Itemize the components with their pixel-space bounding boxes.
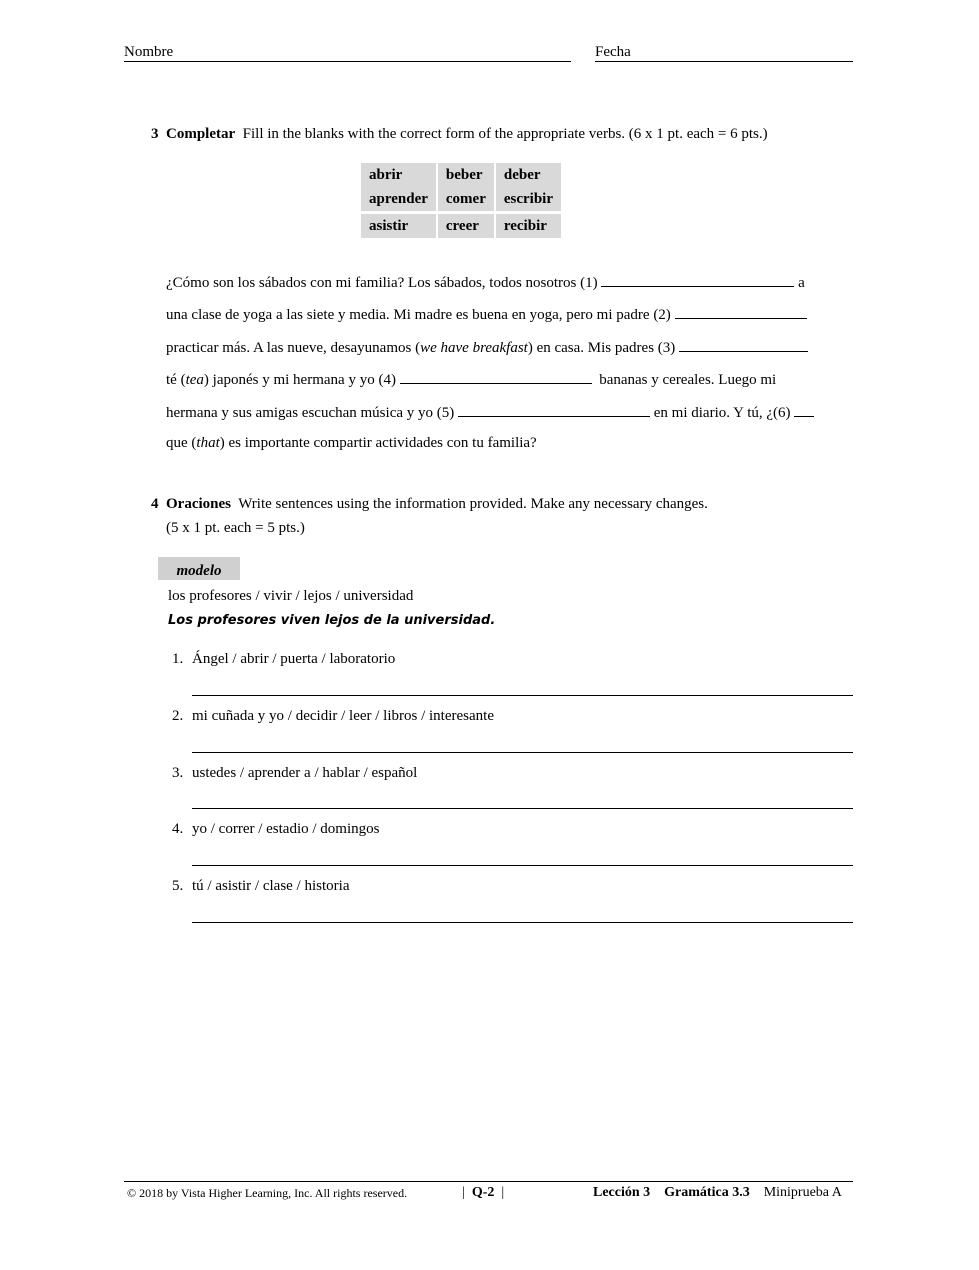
ex4-heading (151, 496, 708, 513)
name-field[interactable] (124, 44, 571, 62)
verb-cell: asistir (361, 213, 437, 239)
ex3-title: Completar (166, 126, 236, 142)
paragraph-text: ¿Cómo son los sábados con mi familia? Los sábados, todos nosotros (1) (166, 275, 598, 291)
blank-4[interactable] (400, 371, 592, 384)
footer-quiz: Miniprueba A (763, 1185, 842, 1200)
item-prompt: tú / asistir / clase / historia (192, 878, 350, 894)
paragraph-text: una clase de yoga a las siete y media. Mi madre es buena en yoga, pero mi padre (2) (166, 307, 671, 323)
paragraph-line-1 (166, 274, 856, 291)
model-answer: Los profesores viven lejos de la universidad. (168, 613, 496, 628)
blank-6[interactable] (794, 404, 814, 417)
model-label: modelo (158, 557, 240, 580)
date-label: Fecha (595, 44, 853, 62)
paragraph-text: té ( (166, 372, 186, 388)
ex3-heading (151, 126, 768, 143)
ex4-points: (5 x 1 pt. each = 5 pts.) (166, 520, 305, 536)
name-label: Nombre (124, 44, 571, 62)
blank-3[interactable] (679, 339, 808, 352)
paragraph-italic: tea (185, 372, 204, 388)
blank-5[interactable] (458, 404, 650, 417)
ex4-title: Oraciones (166, 496, 231, 512)
verb-cell: abrir (361, 163, 437, 187)
paragraph-line-3 (166, 339, 856, 356)
footer-page: | Q-2 | (462, 1185, 505, 1200)
item-number: 5. (172, 878, 184, 894)
paragraph-text: en mi diario. Y tú, ¿(6) (653, 405, 791, 421)
item-prompt: yo / correr / estadio / domingos (192, 821, 380, 837)
paragraph-text: bananas y cereales. Luego mi (599, 372, 777, 388)
footer-rule (124, 1181, 853, 1182)
footer-grammar: Gramática 3.3 (664, 1185, 750, 1200)
item-number: 4. (172, 821, 184, 837)
verb-cell: escribir (503, 190, 554, 207)
ex4-number: 4 (151, 496, 159, 512)
verb-cell: aprender (361, 187, 437, 213)
paragraph-line-5 (166, 404, 856, 421)
paragraph-text: practicar más. A las nueve, desayunamos ( (166, 340, 421, 356)
verb-bank (361, 163, 561, 238)
blank-2[interactable] (675, 306, 807, 319)
verb-cell: comer (437, 187, 495, 213)
paragraph-line-6 (166, 436, 856, 451)
ex4-instructions: Write sentences using the information provided. Make any necessary changes. (238, 496, 708, 512)
verb-cell: creer (437, 213, 495, 239)
verb-cell: recibir (495, 213, 561, 239)
answer-line-1[interactable] (192, 695, 853, 696)
ex3-instructions: Fill in the blanks with the correct form of the appropriate verbs. (6 x 1 pt. each = 6 pts.) (242, 126, 768, 142)
date-field[interactable] (595, 44, 853, 62)
answer-line-5[interactable] (192, 922, 853, 923)
answer-line-3[interactable] (192, 808, 853, 809)
paragraph-italic: that (196, 435, 220, 451)
paragraph-text: hermana y sus amigas escuchan música y yo (5) (166, 405, 455, 421)
blank-1[interactable] (601, 274, 794, 287)
answer-line-2[interactable] (192, 752, 853, 753)
footer-copyright: © 2018 by Vista Higher Learning, Inc. All rights reserved. (127, 1186, 408, 1200)
paragraph-line-2 (166, 306, 856, 323)
paragraph-italic: we have breakfast (420, 340, 528, 356)
footer-lesson-info (593, 1185, 842, 1201)
page-number: Q-2 (471, 1185, 495, 1200)
item-number: 1. (172, 651, 184, 667)
paragraph-text: ) es importante compartir actividades con tu familia? (219, 435, 537, 451)
paragraph-text: ) japonés y mi hermana y yo (4) (203, 372, 396, 388)
model-prompt: los profesores / vivir / lejos / universidad (168, 588, 414, 604)
ex3-number: 3 (151, 126, 159, 142)
verb-cell: deber (503, 166, 541, 183)
item-number: 3. (172, 765, 184, 781)
paragraph-text: que ( (166, 435, 197, 451)
verb-cell: beber (437, 163, 495, 187)
item-prompt: mi cuñada y yo / decidir / leer / libros / interesante (192, 708, 494, 724)
paragraph-text: ) en casa. Mis padres (3) (527, 340, 676, 356)
item-number: 2. (172, 708, 184, 724)
paragraph-line-4 (166, 371, 856, 388)
answer-line-4[interactable] (192, 865, 853, 866)
footer-lesson: Lección 3 (593, 1185, 651, 1200)
item-prompt: ustedes / aprender a / hablar / español (192, 765, 418, 781)
item-prompt: Ángel / abrir / puerta / laboratorio (192, 651, 396, 667)
paragraph-text: a (798, 275, 805, 291)
